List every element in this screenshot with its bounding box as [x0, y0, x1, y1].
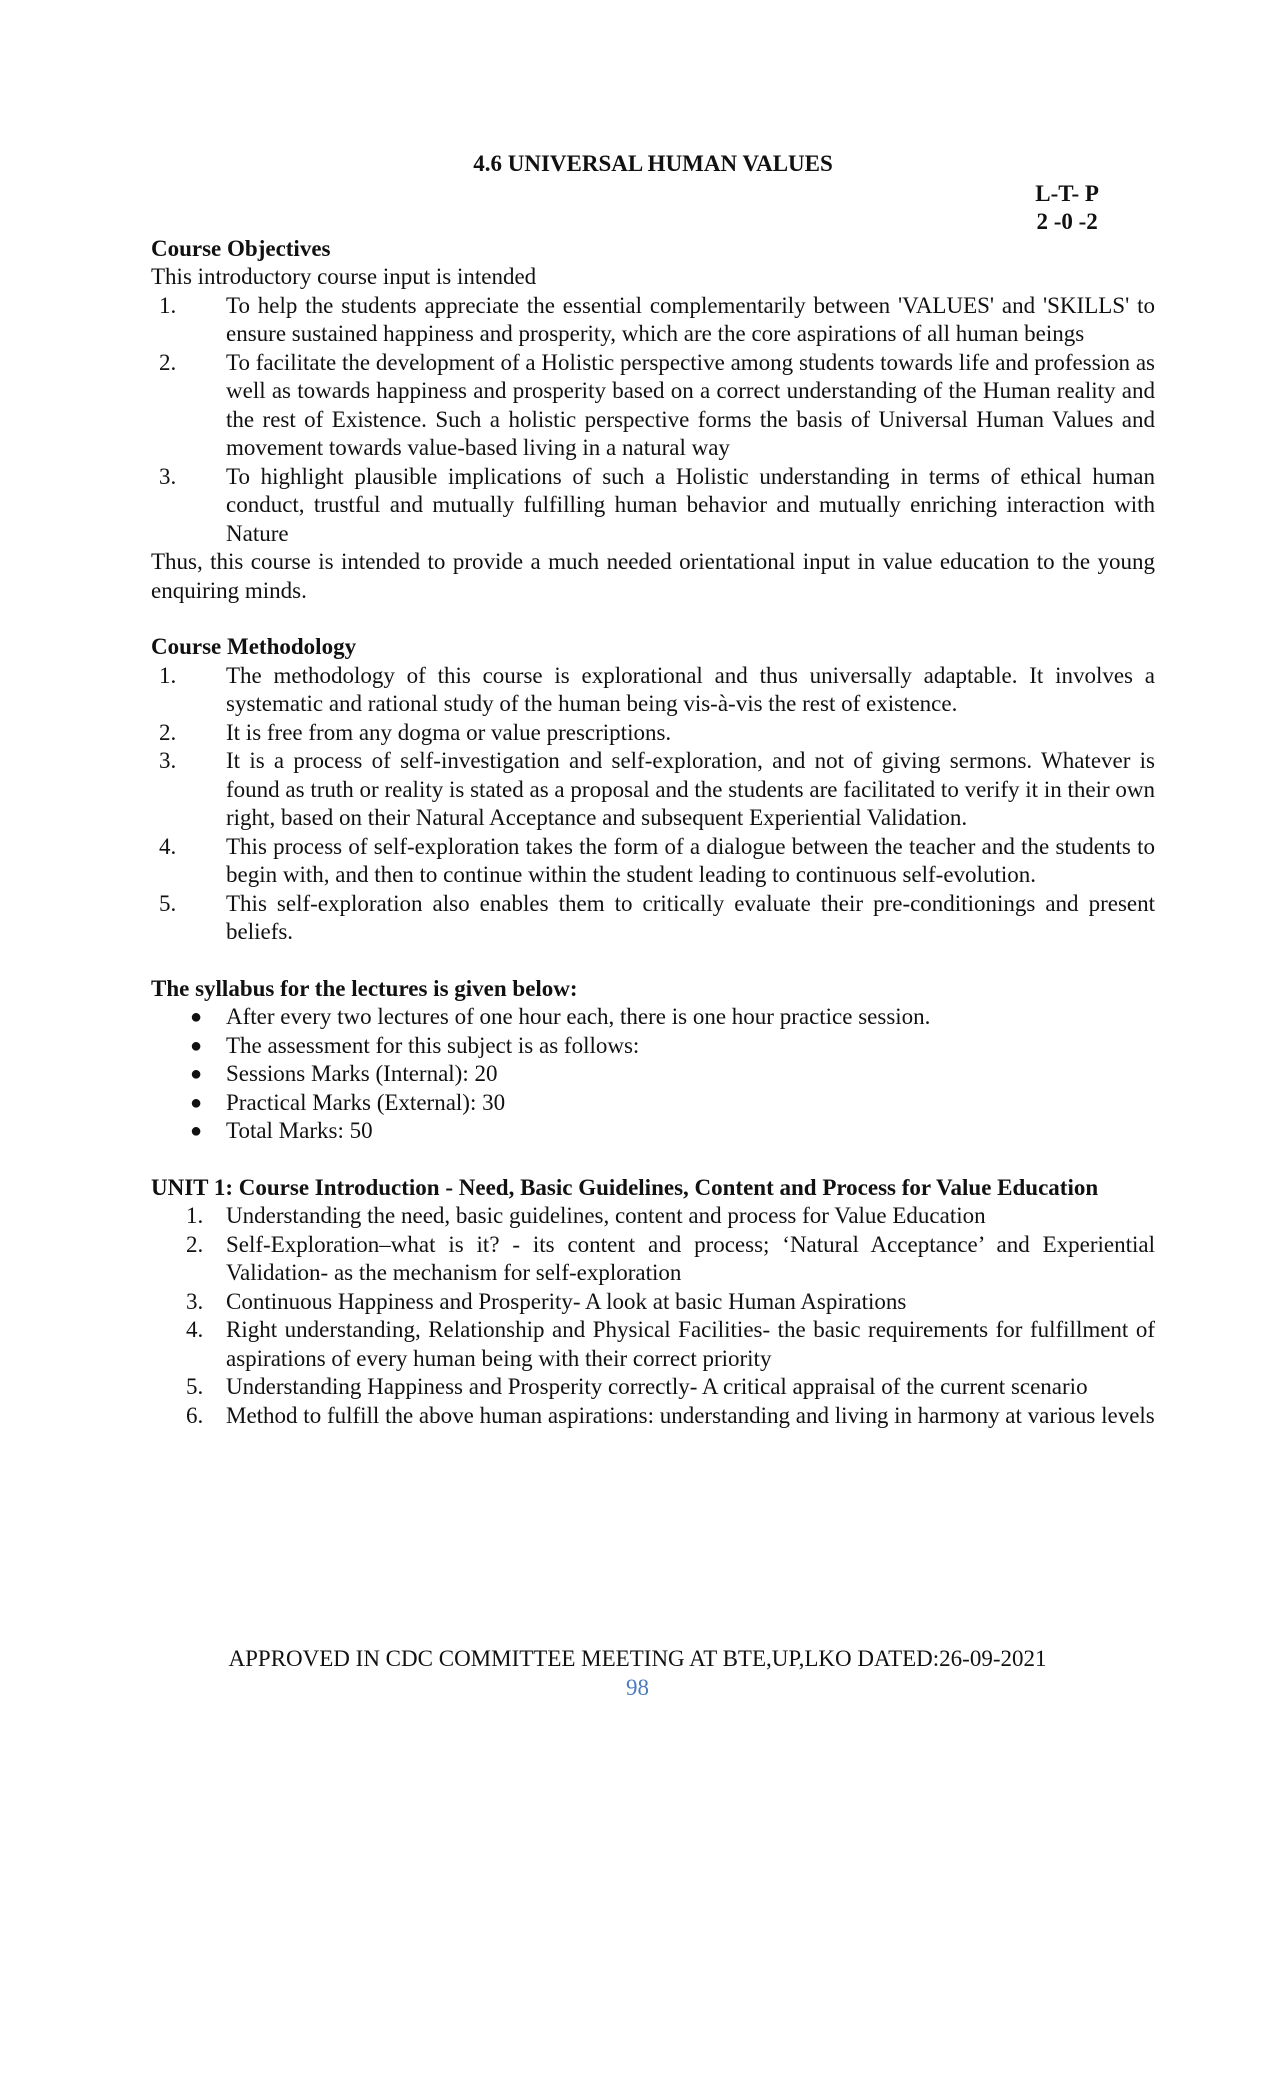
list-item: [151, 662, 1155, 719]
list-number: 4.: [159, 833, 177, 859]
list-item: [151, 1089, 1155, 1118]
list-text: Sessions Marks (Internal): 20: [226, 1061, 498, 1086]
bullet-icon: ●: [190, 1006, 203, 1028]
list-item: [151, 1231, 1155, 1288]
syllabus-section: [151, 975, 1155, 1146]
list-item: [151, 349, 1155, 463]
list-item: [151, 747, 1155, 833]
list-text: Right understanding, Relationship and Physical Facilities- the basic requirements for fulfillment of aspirations of every human being with their correct priority: [226, 1317, 1155, 1371]
list-text: It is free from any dogma or value prescriptions.: [226, 719, 672, 745]
list-item: [151, 1003, 1155, 1032]
list-item: [151, 1316, 1155, 1373]
list-item: [151, 719, 1155, 748]
list-text: After every two lectures of one hour each, there is one hour practice session.: [226, 1004, 931, 1029]
list-item: [151, 833, 1155, 890]
list-text: Total Marks: 50: [226, 1118, 373, 1143]
list-text: To help the students appreciate the essential complementarily between 'VALUES' and 'SKILLS' to ensure sustained happiness and prosperity, which are the core aspirations of all human beings: [226, 292, 1155, 346]
list-text: Method to fulfill the above human aspirations: understanding and living in harmony at various levels: [226, 1402, 1155, 1428]
list-number: 4.: [186, 1317, 204, 1342]
list-number: 1.: [159, 292, 177, 318]
list-item: [151, 1402, 1155, 1431]
course-methodology-heading: Course Methodology: [151, 634, 357, 659]
list-number: 5.: [186, 1374, 204, 1399]
list-item: [151, 1202, 1155, 1231]
list-text: To facilitate the development of a Holistic perspective among students towards life and profession as well as towards happiness and prosperity based on a correct understanding of the Human reality and the rest of Existence. Such a holistic perspective forms the basis of Universal Human Values and movement towards value-based living in a natural way: [226, 349, 1155, 460]
list-number: 2.: [159, 349, 177, 375]
course-objectives-intro: This introductory course input is intended: [151, 264, 537, 289]
ltp-block: [1035, 180, 1099, 236]
bullet-icon: ●: [190, 1091, 203, 1114]
list-number: 2.: [159, 719, 177, 745]
unit-1-list: [151, 1202, 1155, 1430]
list-item: [151, 1117, 1155, 1146]
syllabus-heading: The syllabus for the lectures is given below:: [151, 975, 578, 1001]
list-number: 1.: [159, 662, 177, 688]
list-text: It is a process of self-investigation and self-exploration, and not of giving sermons. Whatever is found as truth or reality is stated as a proposal and the students are facilitated to verify it in their own right, based on their Natural Acceptance and subsequent Experiential Validation.: [226, 748, 1155, 830]
bullet-icon: ●: [190, 1120, 203, 1142]
list-text: This process of self-exploration takes the form of a dialogue between the teacher and the students to begin with, and then to continue within the student leading to continuous self-evolution.: [226, 833, 1155, 887]
list-number: 3.: [159, 463, 177, 489]
ltp-value: 2 -0 -2: [1036, 209, 1098, 234]
list-number: 3.: [186, 1288, 204, 1314]
syllabus-list: [151, 1003, 1155, 1146]
page-title: 4.6 UNIVERSAL HUMAN VALUES: [473, 151, 833, 176]
list-text: The assessment for this subject is as follows:: [226, 1032, 640, 1058]
bullet-icon: ●: [190, 1034, 203, 1057]
list-text: Self-Exploration–what is it? - its content and process; ‘Natural Acceptance’ and Experiential Validation- as the mechanism for self-exploration: [226, 1231, 1155, 1285]
list-number: 1.: [186, 1203, 204, 1228]
list-item: [151, 890, 1155, 947]
ltp-label: L-T- P: [1035, 181, 1099, 206]
list-text: This self-exploration also enables them to critically evaluate their pre-conditionings and present beliefs.: [226, 890, 1155, 944]
list-number: 6.: [186, 1402, 204, 1428]
unit-1-heading: UNIT 1: Course Introduction - Need, Basic Guidelines, Content and Process for Value Education: [151, 1174, 1099, 1200]
list-number: 5.: [159, 890, 177, 916]
list-item: [151, 292, 1155, 349]
list-text: Practical Marks (External): 30: [226, 1089, 506, 1115]
course-objectives-list: [151, 292, 1155, 549]
course-objectives-heading: Course Objectives: [151, 235, 331, 261]
list-number: 2.: [186, 1231, 204, 1257]
page-number: 98: [626, 1675, 649, 1700]
list-text: Understanding the need, basic guidelines, content and process for Value Education: [226, 1203, 986, 1228]
list-text: Continuous Happiness and Prosperity- A look at basic Human Aspirations: [226, 1288, 907, 1314]
list-item: [151, 1060, 1155, 1089]
bullet-icon: ●: [190, 1063, 203, 1085]
list-text: Understanding Happiness and Prosperity correctly- A critical appraisal of the current scenario: [226, 1374, 1088, 1399]
list-text: The methodology of this course is explorational and thus universally adaptable. It involves a systematic and rational study of the human being vis-à-vis the rest of existence.: [226, 662, 1155, 716]
list-item: [151, 463, 1155, 549]
course-objectives-section: [151, 235, 1155, 606]
list-number: 3.: [159, 748, 177, 773]
course-methodology-list: [151, 662, 1155, 947]
approval-note: APPROVED IN CDC COMMITTEE MEETING AT BTE,UP,LKO DATED:26-09-2021: [228, 1646, 1047, 1671]
page-footer: [0, 1644, 1275, 1702]
unit-1-section: [151, 1174, 1155, 1431]
document-page: [151, 150, 1155, 1430]
course-methodology-section: [151, 633, 1155, 947]
list-text: To highlight plausible implications of such a Holistic understanding in terms of ethical human conduct, trustful and mutually fulfilling human behavior and mutually enriching interaction with Nature: [226, 463, 1155, 546]
list-item: [151, 1032, 1155, 1061]
list-item: [151, 1373, 1155, 1402]
course-objectives-closing: Thus, this course is intended to provide a much needed orientational input in value education to the young enquiring minds.: [151, 549, 1155, 603]
list-item: [151, 1288, 1155, 1317]
